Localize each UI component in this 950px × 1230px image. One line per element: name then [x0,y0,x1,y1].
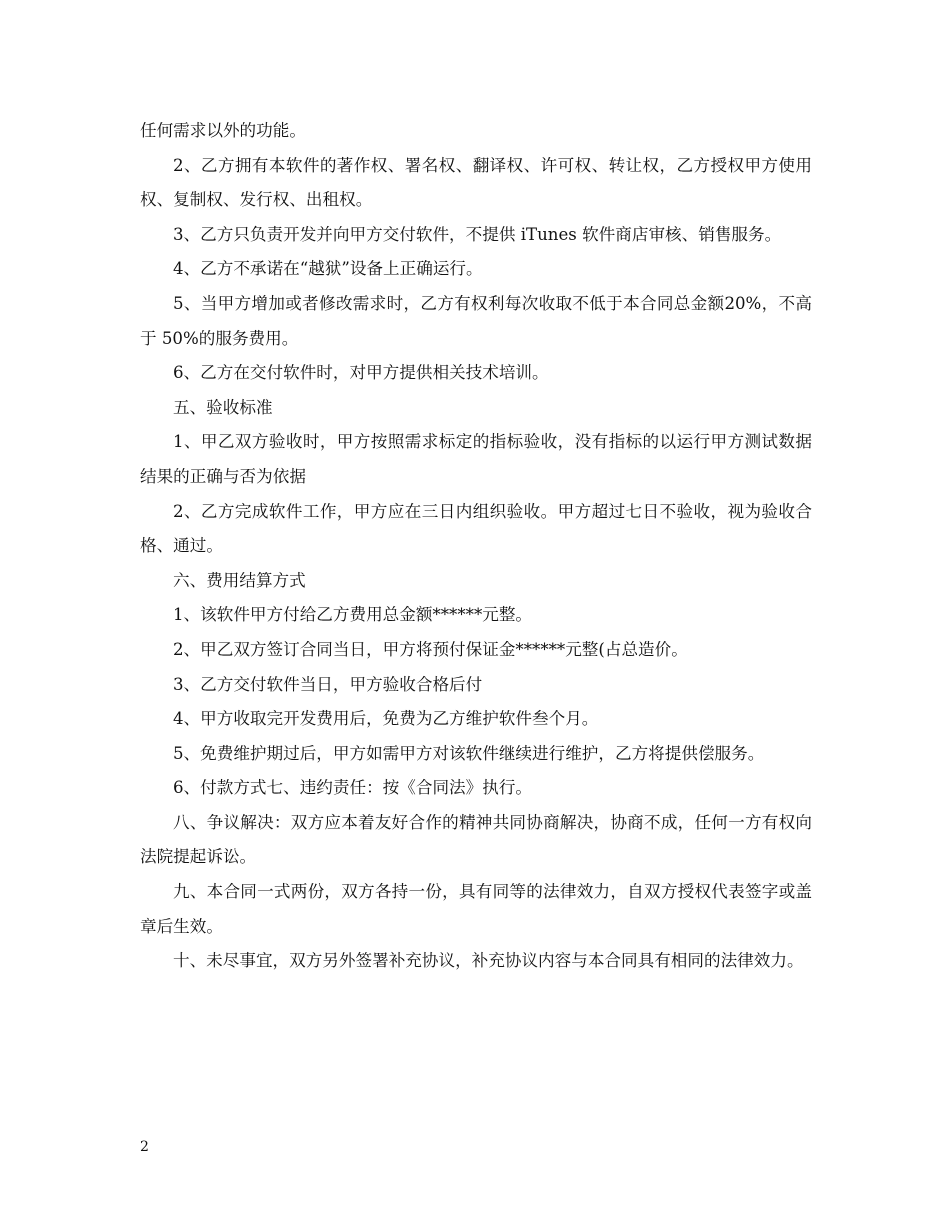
paragraph-12: 2、甲乙双方签订合同当日，甲方将预付保证金******元整(占总造价。 [173,639,688,659]
document-body [140,114,812,979]
paragraph-11: 1、该软件甲方付给乙方费用总金额******元整。 [173,605,533,625]
paragraph-6: 6、乙方在交付软件时，对甲方提供相关技术培训。 [173,363,549,383]
paragraph-13: 3、乙方交付软件当日，甲方验收合格后付 [173,674,483,694]
paragraph-8: 1、甲乙双方验收时，甲方按照需求标定的指标验收，没有指标的以运行甲方测试数据结果的正确与否为依据 [140,432,812,486]
paragraph-supplement: 十、未尽事宜，双方另外签署补充协议，补充协议内容与本合同具有相同的法律效力。 [173,951,804,971]
paragraph-5: 5、当甲方增加或者修改需求时，乙方有权利每次收取不低于本合同总金额20%，不高于 50%的服务费用。 [140,293,812,348]
paragraph-2: 2、乙方拥有本软件的著作权、署名权、翻译权、许可权、转让权，乙方授权甲方使用权、复制权、发行权、出租权。 [140,155,812,210]
paragraph-dispute: 八、争议解决：双方应本着友好合作的精神共同协商解决，协商不成，任何一方有权向法院提起诉讼。 [140,812,812,867]
paragraph-14: 4、甲方收取完开发费用后，免费为乙方维护软件叁个月。 [173,709,599,729]
paragraph-3: 3、乙方只负责开发并向甲方交付软件，不提供 iTunes 软件商店审核、销售服务。 [173,224,782,244]
paragraph-9: 2、乙方完成软件工作，甲方应在三日内组织验收。甲方超过七日不验收，视为验收合格、通过。 [140,501,812,556]
paragraph-16: 6、付款方式七、违约责任：按《合同法》执行。 [173,778,533,798]
paragraph-copies: 九、本合同一式两份，双方各持一份，具有同等的法律效力，自双方授权代表签字或盖章后生效。 [140,882,812,936]
page-number: 2 [140,1139,149,1155]
section-heading-acceptance: 五、验收标准 [173,397,273,417]
paragraph-15: 5、免费维护期过后，甲方如需甲方对该软件继续进行维护，乙方将提供偿服务。 [173,743,765,763]
paragraph-1: 任何需求以外的功能。 [140,121,306,140]
section-heading-payment: 六、费用结算方式 [173,570,306,590]
paragraph-4: 4、乙方不承诺在“越狱”设备上正确运行。 [173,259,483,279]
